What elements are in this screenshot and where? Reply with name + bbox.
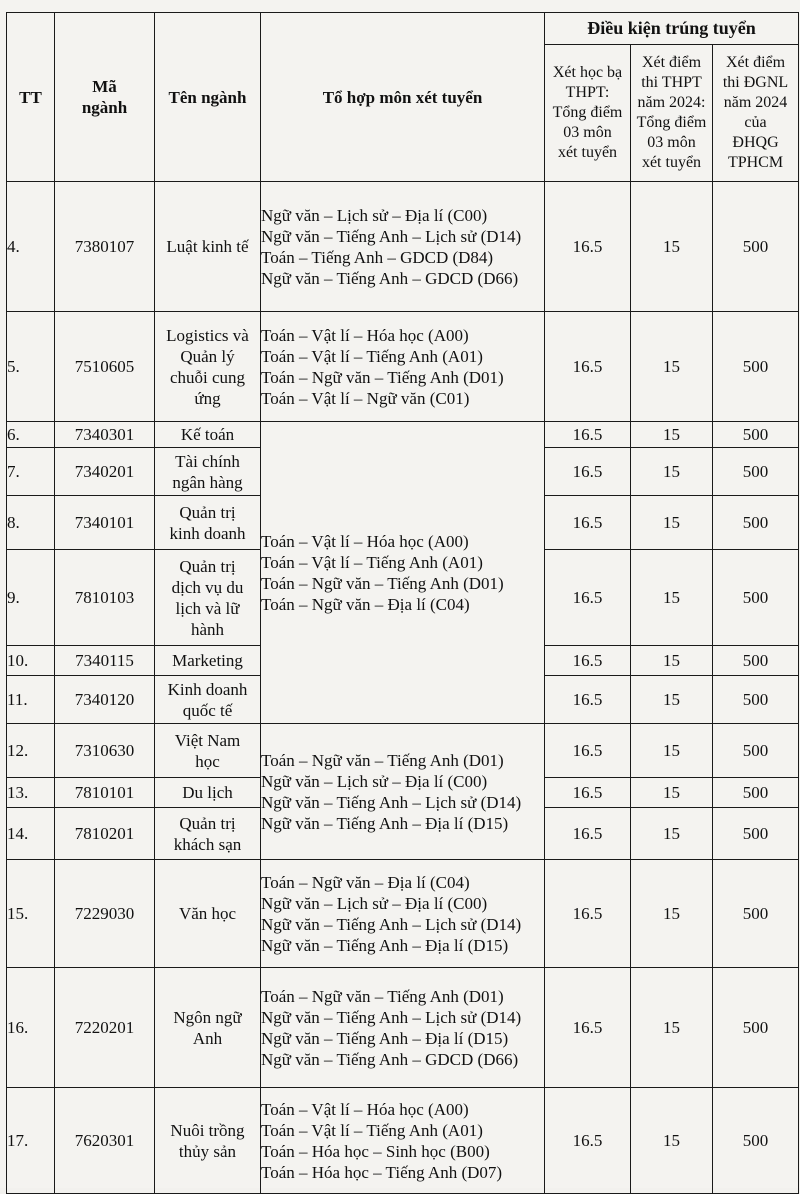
cell-ten: Nuôi trồng thủy sản — [155, 1088, 261, 1194]
cell-ten: Quản trị dịch vụ du lịch và lữ hành — [155, 550, 261, 646]
cell-ten: Logistics và Quản lý chuỗi cung ứng — [155, 312, 261, 422]
cell-tt: 16. — [7, 968, 55, 1088]
cell-thpt: 15 — [631, 676, 713, 724]
cell-ma: 7510605 — [55, 312, 155, 422]
cell-tt: 12. — [7, 724, 55, 778]
cell-hoc-ba: 16.5 — [545, 448, 631, 496]
cell-dgnl: 500 — [713, 422, 799, 448]
cell-tt: 6. — [7, 422, 55, 448]
cell-hoc-ba: 16.5 — [545, 496, 631, 550]
cell-ten: Kinh doanh quốc tế — [155, 676, 261, 724]
cell-hoc-ba: 16.5 — [545, 422, 631, 448]
cell-ten: Quản trị kinh doanh — [155, 496, 261, 550]
cell-dgnl: 500 — [713, 182, 799, 312]
cell-tt: 8. — [7, 496, 55, 550]
cell-thpt: 15 — [631, 808, 713, 860]
header-tt: TT — [7, 13, 55, 182]
header-col-hoc-ba: Xét học bạ THPT: Tổng điểm 03 môn xét tuyển — [545, 45, 631, 182]
table-row — [7, 422, 799, 448]
cell-ma: 7229030 — [55, 860, 155, 968]
cell-ma: 7380107 — [55, 182, 155, 312]
cell-to-hop: Toán – Ngữ văn – Tiếng Anh (D01) Ngữ văn – Tiếng Anh – Lịch sử (D14) Ngữ văn – Tiếng Anh – Địa lí (D15) Ngữ văn – Tiếng Anh – GDCD (D66) — [261, 968, 545, 1088]
table-row — [7, 312, 799, 422]
cell-ma: 7220201 — [55, 968, 155, 1088]
cell-hoc-ba: 16.5 — [545, 968, 631, 1088]
cell-ma: 7810201 — [55, 808, 155, 860]
cell-tt: 9. — [7, 550, 55, 646]
cell-dgnl: 500 — [713, 968, 799, 1088]
header-ma-nganh: Mã ngành — [55, 13, 155, 182]
cell-ma: 7340201 — [55, 448, 155, 496]
cell-ten: Quản trị khách sạn — [155, 808, 261, 860]
cell-tt: 14. — [7, 808, 55, 860]
cell-thpt: 15 — [631, 312, 713, 422]
cell-thpt: 15 — [631, 550, 713, 646]
header-dieu-kien: Điều kiện trúng tuyển — [545, 13, 799, 45]
cell-to-hop-merged: Toán – Vật lí – Hóa học (A00) Toán – Vật lí – Tiếng Anh (A01) Toán – Ngữ văn – Tiếng Anh (D01) Toán – Ngữ văn – Địa lí (C04) — [261, 422, 545, 724]
cell-dgnl: 500 — [713, 676, 799, 724]
cell-hoc-ba: 16.5 — [545, 676, 631, 724]
cell-thpt: 15 — [631, 1088, 713, 1194]
table-row — [7, 968, 799, 1088]
cell-dgnl: 500 — [713, 724, 799, 778]
cell-to-hop: Ngữ văn – Lịch sử – Địa lí (C00) Ngữ văn – Tiếng Anh – Lịch sử (D14) Toán – Tiếng Anh – GDCD (D84) Ngữ văn – Tiếng Anh – GDCD (D66) — [261, 182, 545, 312]
cell-ma: 7340301 — [55, 422, 155, 448]
cell-ten: Việt Nam học — [155, 724, 261, 778]
cell-tt: 5. — [7, 312, 55, 422]
cell-thpt: 15 — [631, 724, 713, 778]
cell-to-hop: Toán – Vật lí – Hóa học (A00) Toán – Vật lí – Tiếng Anh (A01) Toán – Ngữ văn – Tiếng Anh (D01) Toán – Vật lí – Ngữ văn (C01) — [261, 312, 545, 422]
cell-thpt: 15 — [631, 968, 713, 1088]
admission-table — [6, 12, 799, 1194]
cell-hoc-ba: 16.5 — [545, 860, 631, 968]
cell-tt: 11. — [7, 676, 55, 724]
cell-ma: 7310630 — [55, 724, 155, 778]
cell-dgnl: 500 — [713, 808, 799, 860]
cell-tt: 13. — [7, 778, 55, 808]
cell-dgnl: 500 — [713, 1088, 799, 1194]
cell-ma: 7340115 — [55, 646, 155, 676]
table-row — [7, 860, 799, 968]
cell-thpt: 15 — [631, 448, 713, 496]
cell-dgnl: 500 — [713, 448, 799, 496]
cell-dgnl: 500 — [713, 778, 799, 808]
header-col-dgnl: Xét điểm thi ĐGNL năm 2024 của ĐHQG TPHCM — [713, 45, 799, 182]
cell-ten: Ngôn ngữ Anh — [155, 968, 261, 1088]
cell-thpt: 15 — [631, 778, 713, 808]
cell-to-hop-merged: Toán – Ngữ văn – Tiếng Anh (D01) Ngữ văn – Lịch sử – Địa lí (C00) Ngữ văn – Tiếng Anh – Lịch sử (D14) Ngữ văn – Tiếng Anh – Địa lí (D15) — [261, 724, 545, 860]
table-row — [7, 182, 799, 312]
cell-ten: Kế toán — [155, 422, 261, 448]
cell-thpt: 15 — [631, 860, 713, 968]
cell-thpt: 15 — [631, 182, 713, 312]
cell-dgnl: 500 — [713, 550, 799, 646]
table-row — [7, 1088, 799, 1194]
cell-hoc-ba: 16.5 — [545, 1088, 631, 1194]
cell-ma: 7810101 — [55, 778, 155, 808]
cell-hoc-ba: 16.5 — [545, 778, 631, 808]
cell-dgnl: 500 — [713, 860, 799, 968]
cell-ma: 7620301 — [55, 1088, 155, 1194]
table-row — [7, 724, 799, 778]
cell-tt: 7. — [7, 448, 55, 496]
cell-to-hop: Toán – Vật lí – Hóa học (A00) Toán – Vật lí – Tiếng Anh (A01) Toán – Hóa học – Sinh học (B00) Toán – Hóa học – Tiếng Anh (D07) — [261, 1088, 545, 1194]
cell-hoc-ba: 16.5 — [545, 724, 631, 778]
header-col-thpt: Xét điểm thi THPT năm 2024: Tổng điểm 03 môn xét tuyển — [631, 45, 713, 182]
cell-dgnl: 500 — [713, 312, 799, 422]
cell-ten: Marketing — [155, 646, 261, 676]
cell-dgnl: 500 — [713, 646, 799, 676]
cell-ma: 7340120 — [55, 676, 155, 724]
cell-hoc-ba: 16.5 — [545, 808, 631, 860]
cell-ten: Luật kinh tế — [155, 182, 261, 312]
cell-ten: Tài chính ngân hàng — [155, 448, 261, 496]
cell-hoc-ba: 16.5 — [545, 182, 631, 312]
header-to-hop: Tổ hợp môn xét tuyển — [261, 13, 545, 182]
header-ten-nganh: Tên ngành — [155, 13, 261, 182]
cell-hoc-ba: 16.5 — [545, 312, 631, 422]
header-row-1 — [7, 13, 799, 45]
cell-ten: Văn học — [155, 860, 261, 968]
cell-ma: 7810103 — [55, 550, 155, 646]
cell-thpt: 15 — [631, 422, 713, 448]
cell-thpt: 15 — [631, 496, 713, 550]
cell-hoc-ba: 16.5 — [545, 646, 631, 676]
cell-dgnl: 500 — [713, 496, 799, 550]
cell-tt: 4. — [7, 182, 55, 312]
cell-to-hop: Toán – Ngữ văn – Địa lí (C04) Ngữ văn – Lịch sử – Địa lí (C00) Ngữ văn – Tiếng Anh – Lịch sử (D14) Ngữ văn – Tiếng Anh – Địa lí (D15) — [261, 860, 545, 968]
cell-tt: 10. — [7, 646, 55, 676]
cell-tt: 15. — [7, 860, 55, 968]
cell-tt: 17. — [7, 1088, 55, 1194]
cell-thpt: 15 — [631, 646, 713, 676]
cell-ma: 7340101 — [55, 496, 155, 550]
cell-ten: Du lịch — [155, 778, 261, 808]
cell-hoc-ba: 16.5 — [545, 550, 631, 646]
